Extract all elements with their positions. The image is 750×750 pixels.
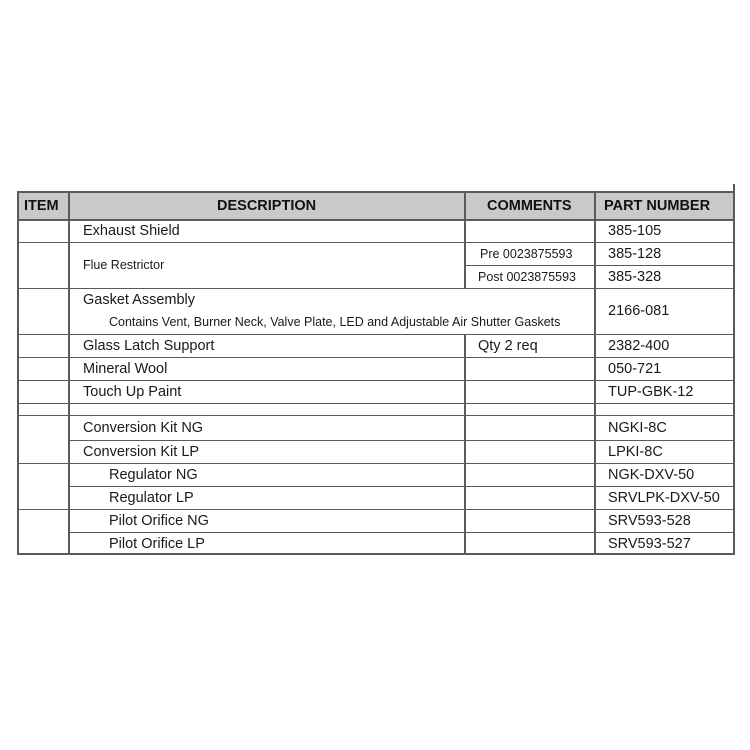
table-border-top — [17, 191, 735, 193]
header-description: DESCRIPTION — [217, 198, 317, 214]
row-sub-description: Contains Vent, Burner Neck, Valve Plate, LED and Adjustable Air Shutter Gaskets — [109, 315, 561, 329]
column-divider — [464, 191, 466, 288]
row-description: Pilot Orifice NG — [109, 513, 209, 529]
row-divider — [17, 219, 735, 221]
row-divider — [17, 357, 735, 358]
row-description: Gasket Assembly — [83, 292, 196, 308]
row-part-number: TUP-GBK-12 — [608, 384, 694, 400]
row-comments: Qty 2 req — [478, 338, 538, 354]
header-comments: COMMENTS — [487, 198, 572, 214]
row-description: Regulator NG — [109, 467, 198, 483]
header-item: ITEM — [24, 198, 59, 214]
row-part-number: SRVLPK-DXV-50 — [608, 490, 720, 506]
row-part-number: 2382-400 — [608, 338, 670, 354]
row-description: Conversion Kit LP — [83, 444, 200, 460]
row-divider — [17, 380, 735, 381]
row-divider — [69, 440, 735, 441]
row-part-number: 385-105 — [608, 223, 662, 239]
row-part-number: 050-721 — [608, 361, 662, 377]
table-border-right — [733, 184, 735, 555]
table-border-bottom — [17, 553, 735, 555]
column-divider — [594, 191, 596, 555]
column-divider — [464, 334, 466, 555]
row-description: Conversion Kit NG — [83, 420, 204, 436]
row-divider — [69, 486, 735, 487]
row-divider — [17, 288, 735, 289]
row-part-number: NGKI-8C — [608, 420, 667, 436]
row-divider — [17, 509, 735, 510]
row-description: Exhaust Shield — [83, 223, 180, 239]
row-description: Pilot Orifice LP — [109, 536, 205, 552]
row-divider — [17, 334, 735, 335]
row-description: Regulator LP — [109, 490, 194, 506]
row-divider — [17, 463, 735, 464]
row-description: Mineral Wool — [83, 361, 168, 377]
table-border-left — [17, 191, 19, 555]
row-part-number: 385-128 — [608, 246, 662, 262]
row-comments: Pre 0023875593 — [480, 247, 573, 261]
row-part-number: SRV593-527 — [608, 536, 691, 552]
row-part-number: NGK-DXV-50 — [608, 467, 695, 483]
row-divider — [465, 265, 735, 266]
column-divider — [68, 191, 70, 555]
row-description: Glass Latch Support — [83, 338, 215, 354]
row-description: Touch Up Paint — [83, 384, 182, 400]
row-divider — [17, 242, 735, 243]
row-part-number: SRV593-528 — [608, 513, 691, 529]
row-divider — [69, 532, 735, 533]
row-part-number: LPKI-8C — [608, 444, 663, 460]
row-part-number: 2166-081 — [608, 303, 670, 319]
row-part-number: 385-328 — [608, 269, 662, 285]
row-comments: Post 0023875593 — [478, 270, 577, 284]
row-divider — [17, 415, 735, 416]
header-part-number: PART NUMBER — [604, 198, 711, 214]
row-divider — [17, 403, 735, 404]
row-description: Flue Restrictor — [83, 258, 165, 272]
